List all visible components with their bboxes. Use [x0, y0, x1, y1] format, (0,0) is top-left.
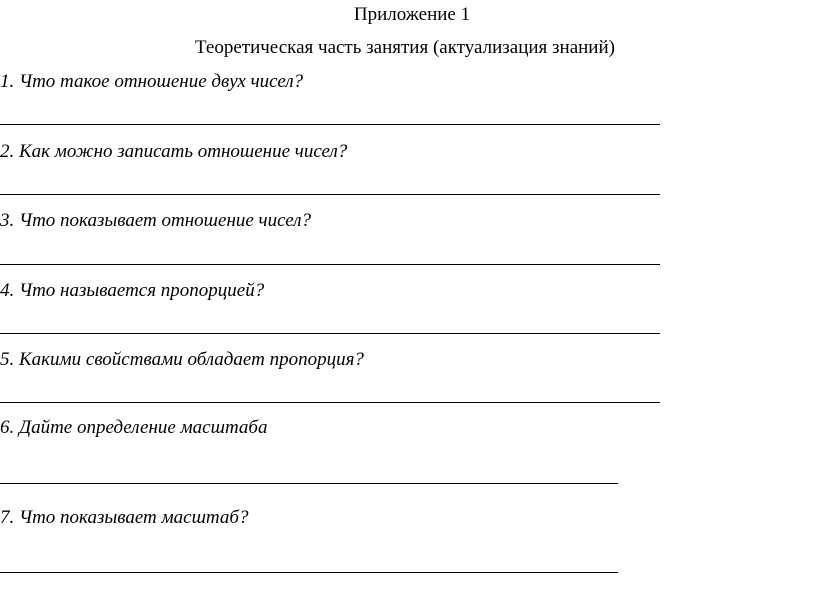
answer-line-5[interactable]: [0, 402, 660, 403]
question-6: 6. Дайте определение масштаба: [0, 417, 268, 438]
page-subtitle: Теоретическая часть занятия (актуализация знаний): [195, 37, 615, 58]
question-3: 3. Что показывает отношение чисел?: [0, 210, 312, 231]
question-7: 7. Что показывает масштаб?: [0, 507, 249, 528]
answer-line-3[interactable]: [0, 264, 660, 265]
answer-line-4[interactable]: [0, 333, 660, 334]
answer-line-6[interactable]: [0, 483, 618, 484]
answer-line-2[interactable]: [0, 194, 660, 195]
question-2: 2. Как можно записать отношение чисел?: [0, 141, 348, 162]
answer-line-1[interactable]: [0, 124, 660, 125]
question-4: 4. Что называется пропорцией?: [0, 280, 265, 301]
answer-line-7[interactable]: [0, 572, 618, 573]
question-5: 5. Какими свойствами обладает пропорция?: [0, 349, 364, 370]
appendix-title: Приложение 1: [353, 4, 471, 25]
question-1: 1. Что такое отношение двух чисел?: [0, 71, 304, 92]
